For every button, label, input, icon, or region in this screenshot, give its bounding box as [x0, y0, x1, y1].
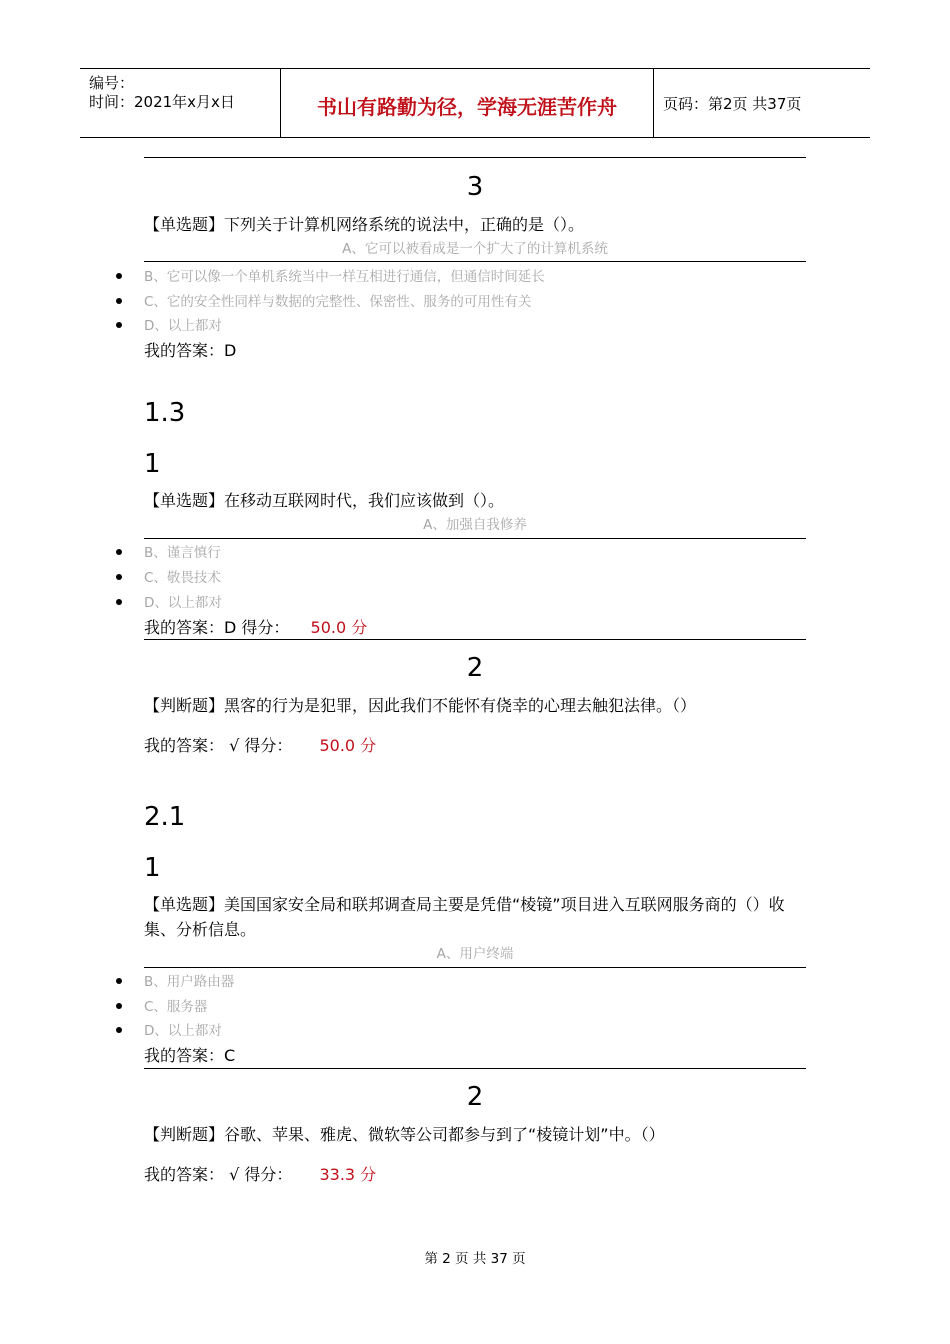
question-number: 1 [144, 449, 161, 479]
bullet-icon [116, 1027, 122, 1033]
bullet-icon [116, 1003, 122, 1009]
option-b: B、用户路由器 [144, 974, 235, 990]
my-answer-row [144, 735, 376, 757]
question-number: 2 [466, 1082, 484, 1112]
page-header [80, 68, 870, 138]
divider [144, 538, 806, 539]
page-footer: 第 2 页 共 37 页 [424, 1251, 526, 1267]
bullet-icon [116, 599, 122, 605]
question-text: 【判断题】谷歌、苹果、雅虎、微软等公司都参与到了“棱镜计划”中。（） [144, 1125, 665, 1144]
bullet-icon [116, 574, 122, 580]
my-answer: 我的答案：D 得分： [144, 618, 290, 637]
divider [144, 157, 806, 158]
divider [144, 1068, 806, 1069]
number-label: 编号： [89, 74, 135, 92]
header-left-cell [80, 69, 281, 137]
question-text: 【单选题】美国国家安全局和联邦调查局主要是凭借“棱镜”项目进入互联网服务商的（）收集、分析信息。 [144, 895, 785, 939]
question-number: 3 [466, 172, 484, 202]
my-answer-row [144, 1164, 376, 1186]
bullet-icon [116, 549, 122, 555]
option-d: D、以上都对 [144, 318, 222, 334]
option-d: D、以上都对 [144, 1023, 222, 1039]
question-text: 【判断题】黑客的行为是犯罪，因此我们不能怀有侥幸的心理去触犯法律。（） [144, 696, 697, 715]
my-answer-row [144, 617, 367, 639]
bullet-icon [116, 273, 122, 279]
score: 50.0 分 [310, 618, 368, 637]
option-a: A、用户终端 [436, 946, 514, 962]
option-c: C、服务器 [144, 999, 208, 1015]
question-number: 1 [144, 853, 161, 883]
option-b: B、谨言慎行 [144, 545, 221, 561]
option-a: A、加强自我修养 [423, 517, 527, 533]
bullet-icon [116, 978, 122, 984]
divider [144, 261, 806, 262]
question-text: 【单选题】下列关于计算机网络系统的说法中，正确的是（）。 [144, 215, 585, 234]
header-page-label: 页码：第2页 共37页 [663, 95, 802, 113]
header-center-cell [281, 69, 654, 137]
header-right-cell [654, 69, 870, 137]
option-c: C、它的安全性同样与数据的完整性、保密性、服务的可用性有关 [144, 294, 532, 310]
date-label: 时间：2021年x月x日 [89, 93, 235, 111]
bullet-icon [116, 298, 122, 304]
header-motto: 书山有路勤为径，学海无涯苦作舟 [317, 95, 617, 119]
divider [144, 639, 806, 640]
section-heading: 1.3 [144, 398, 186, 428]
divider [144, 967, 806, 968]
question-text: 【单选题】在移动互联网时代，我们应该做到（）。 [144, 491, 505, 510]
bullet-icon [116, 322, 122, 328]
score: 50.0 分 [319, 736, 377, 755]
question-number: 2 [466, 653, 484, 683]
option-c: C、敬畏技术 [144, 570, 221, 586]
section-heading: 2.1 [144, 802, 186, 832]
my-answer: 我的答案：C [144, 1046, 236, 1065]
score: 33.3 分 [319, 1165, 377, 1184]
my-answer: 我的答案： √ 得分： [144, 736, 293, 755]
option-b: B、它可以像一个单机系统当中一样互相进行通信，但通信时间延长 [144, 269, 545, 285]
option-a: A、它可以被看成是一个扩大了的计算机系统 [342, 241, 608, 257]
option-d: D、以上都对 [144, 595, 222, 611]
my-answer: 我的答案： √ 得分： [144, 1165, 293, 1184]
my-answer: 我的答案：D [144, 341, 237, 360]
